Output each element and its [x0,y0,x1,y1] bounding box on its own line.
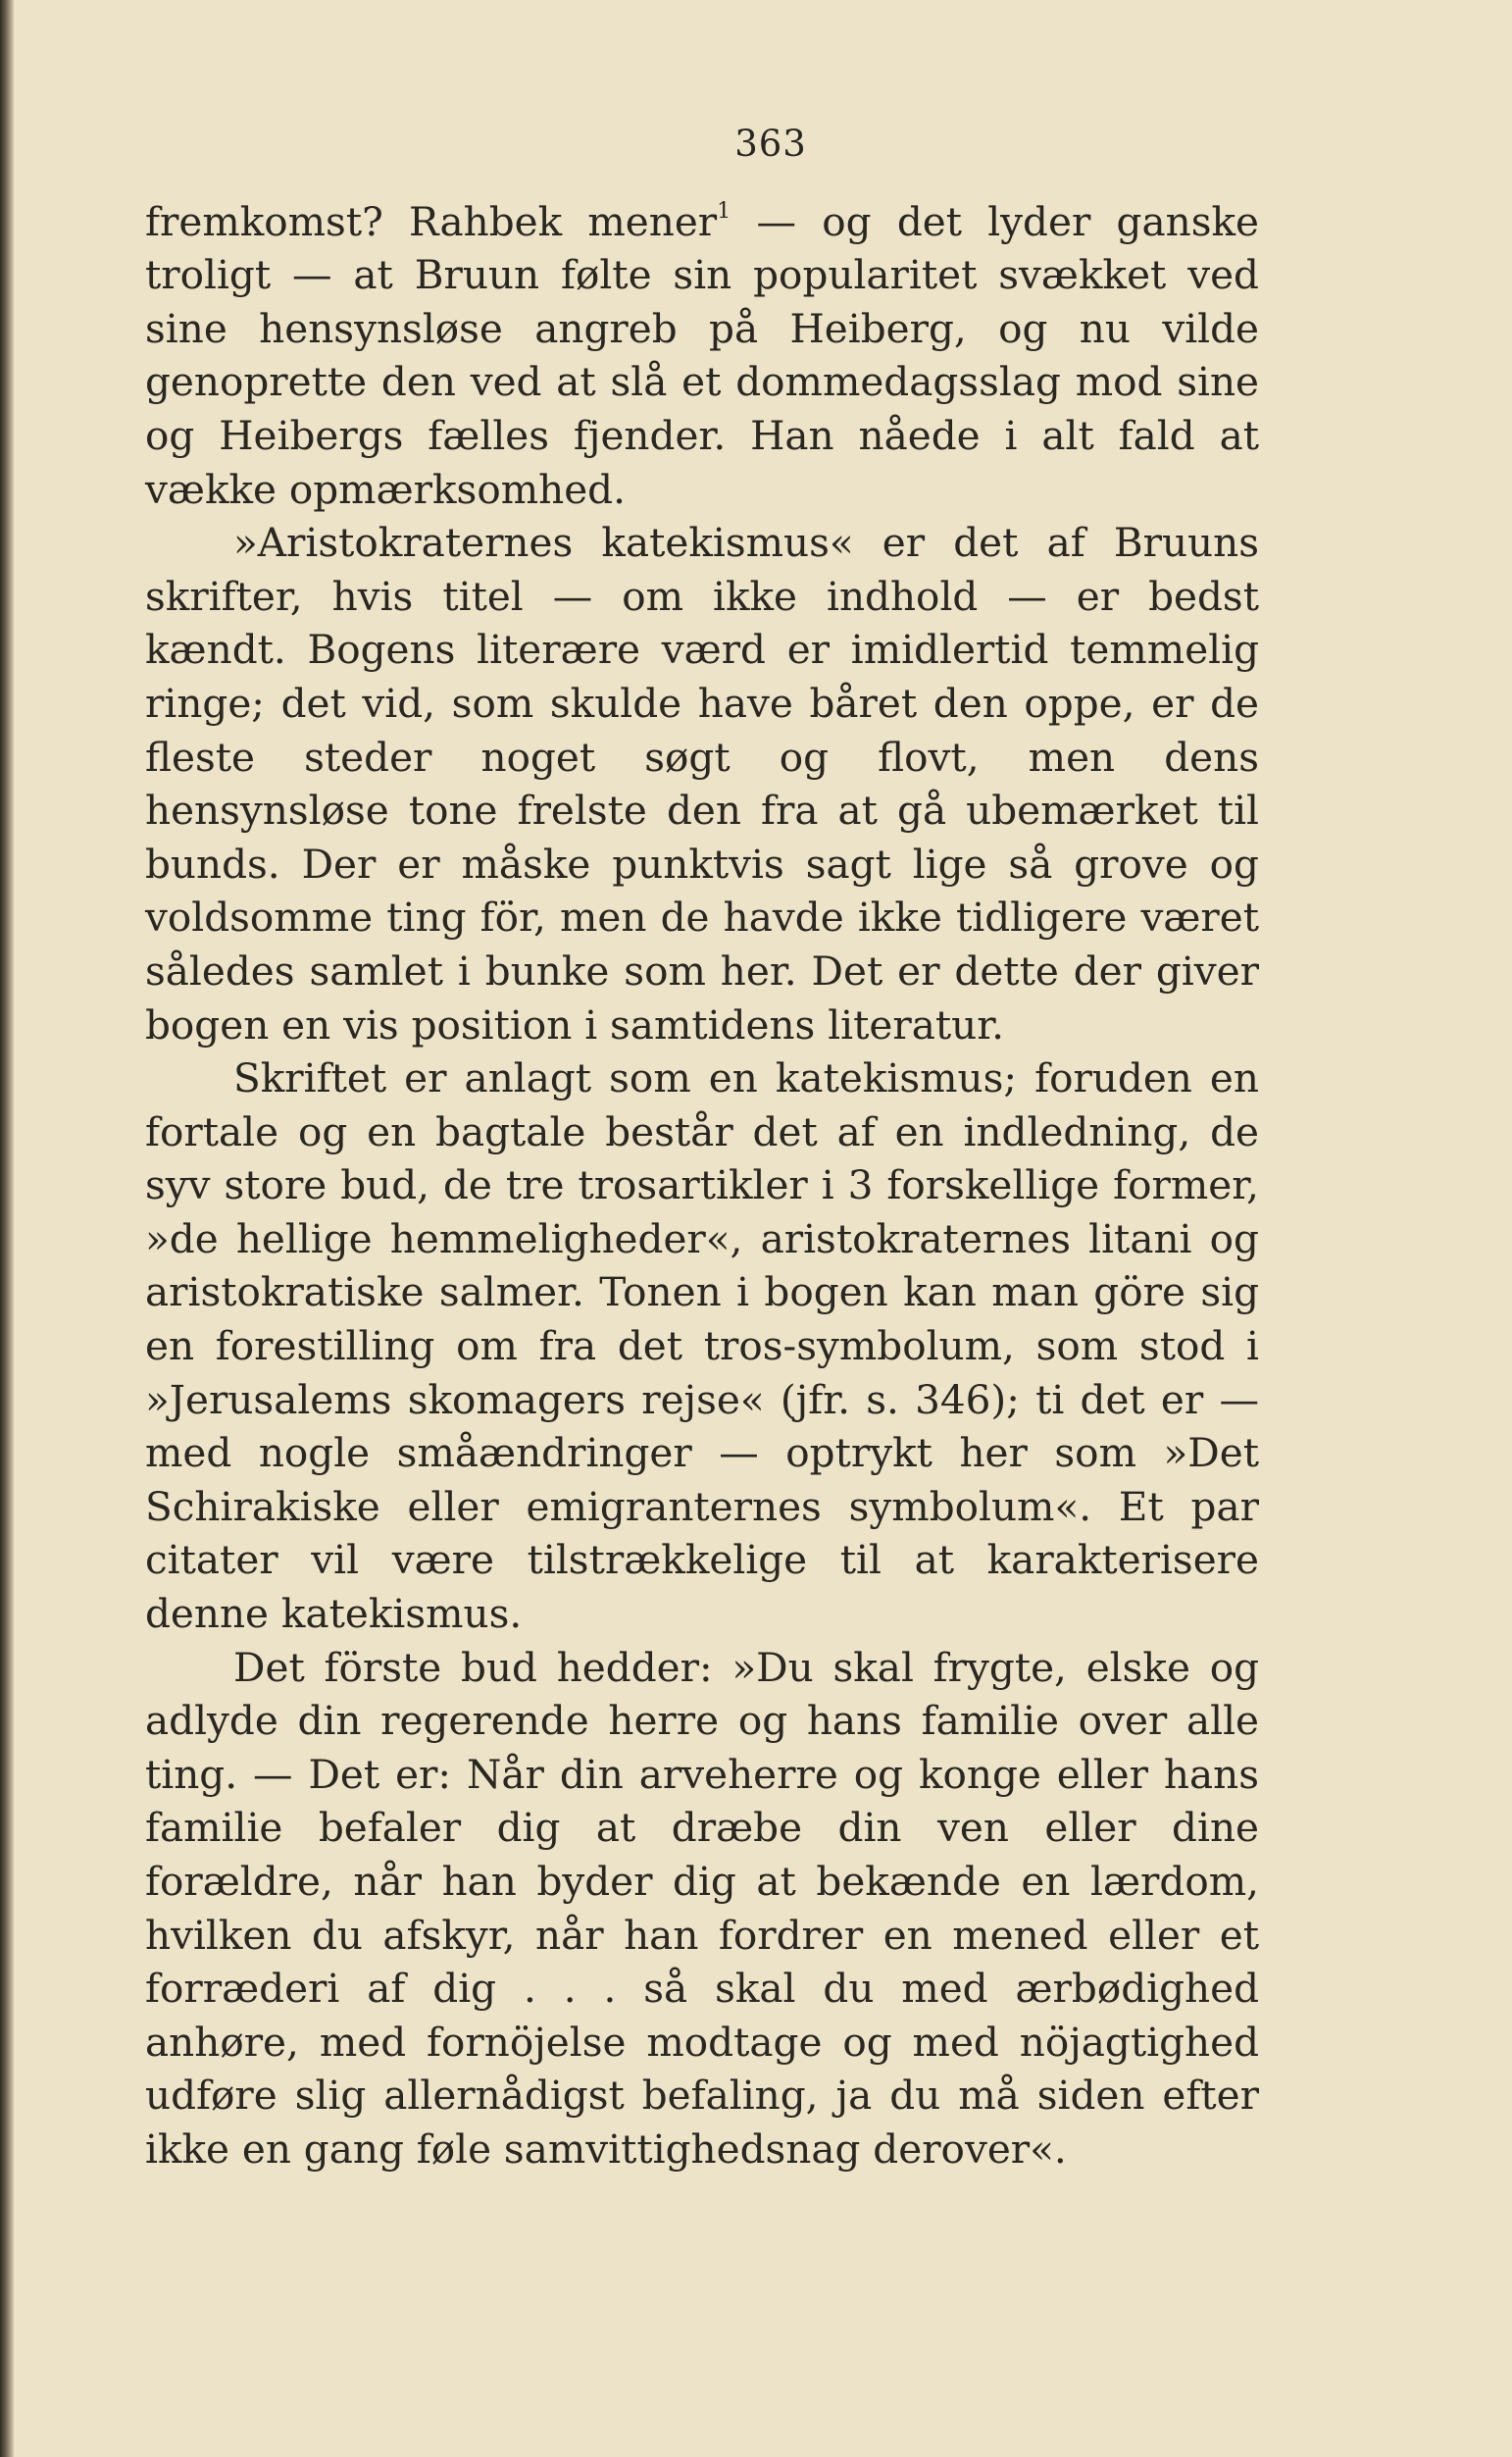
paragraph-4: Det förste bud hedder: »Du skal frygte, elske og adlyde din regerende herre og hans familie over alle ting. — Det er: Når din arveherre og konge eller hans familie befaler dig at dræbe din ven eller dine forældre, når han byder dig at bekænde en lærdom, hvilken du afskyr, når han fordrer en mened eller et forræderi af dig . . . så skal du med ærbødighed anhøre, med fornöjelse modtage og med nöjagtighed udføre slig allernådigst befaling, ja du må siden efter ikke en gang føle samvittighedsnag derover«. [145,1643,1259,2173]
paragraph-3: Skriftet er anlagt som en katekismus; foruden en fortale og en bagtale består det af en indledning, de syv store bud, de tre trosartikler i 3 forskellige former, »de hellige hemmeligheder«, aristokraternes litani og aristokratiske salmer. Tonen i bogen kan man göre sig en forestilling om fra det tros-symbolum, som stod i »Jerusalems skomagers rejse« (jfr. s. 346); ti det er — med nogle småændringer — optrykt her som »Det Schirakiske eller emigranternes symbolum«. Et par citater vil være tilstrækkelige til at karakterisere denne katekismus. [145,1054,1259,1638]
book-page [145,118,1259,2176]
paragraph-1-text-a: fremkomst? Rahbek mener [145,197,718,245]
page-binding-edge [0,0,14,2457]
paragraph-1 [145,195,1259,517]
footnote-marker: 1 [717,197,731,224]
paragraph-2: »Aristokraternes katekismus« er det af Bruuns skrifter, hvis titel — om ikke indhold — er bedst kændt. Bogens literære værd er imidlertid temmelig ringe; det vid, som skulde have båret den oppe, er de fleste steder noget søgt og flovt, men dens hensynsløse tone frelste den fra at gå ubemærket til bunds. Der er måske punktvis sagt lige så grove og voldsomme ting för, men de havde ikke tidligere været således samlet i bunke som her. Det er dette der giver bogen en vis position i samtidens literatur. [145,519,1259,1049]
page-number: 363 [734,123,807,165]
paragraph-1-text-b: — og det lyder ganske troligt — at Bruun følte sin popularitet svækket ved sine hensynsløse angreb på Heiberg, og nu vilde genoprette den ved at slå et dommedagsslag mod sine og Heibergs fælles fjender. Han nåede i alt fald at vække opmærksomhed. [145,197,1259,513]
